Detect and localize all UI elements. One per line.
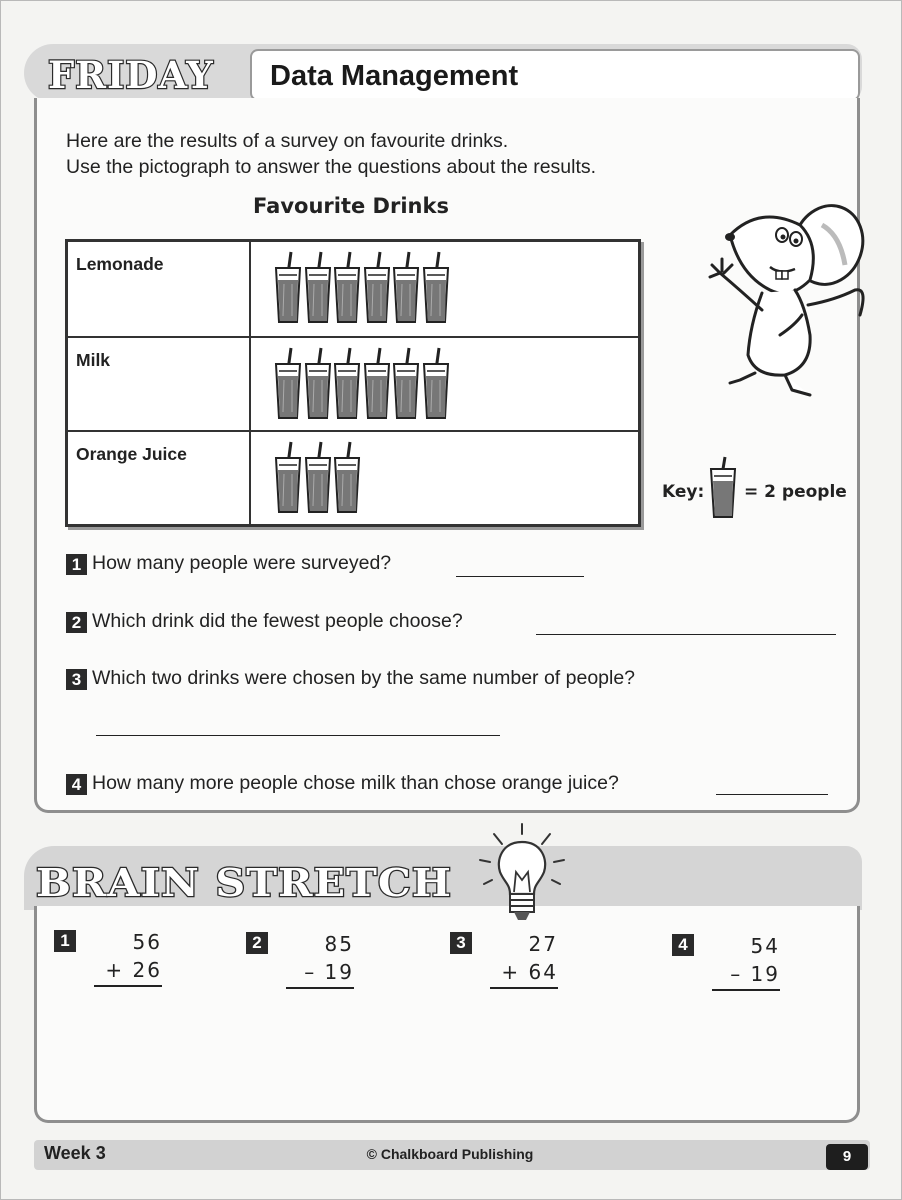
cup-with-straw-icon xyxy=(422,250,450,324)
cup-with-straw-icon xyxy=(274,346,302,420)
question-number: 2 xyxy=(66,612,87,633)
svg-text:FRIDAY: FRIDAY xyxy=(48,53,214,97)
cup-icons-lemonade xyxy=(258,250,628,330)
lightbulb-icon xyxy=(478,822,568,927)
intro-text xyxy=(66,128,766,180)
footer-week: Week 3 xyxy=(44,1143,106,1163)
question-text: Which drink did the fewest people choose? xyxy=(92,610,463,632)
cup-with-straw-icon xyxy=(392,346,420,420)
problem-rule xyxy=(94,985,162,987)
math-problem-2 xyxy=(246,932,396,992)
intro-line-1: Here are the results of a survey on favourite drinks. xyxy=(66,130,509,152)
svg-text:BRAIN STRETCH: BRAIN STRETCH xyxy=(36,860,453,905)
cup-with-straw-icon xyxy=(304,250,332,324)
problem-top-number: 56 xyxy=(132,930,162,954)
mouse-illustration xyxy=(700,195,870,410)
cup-icons-milk xyxy=(258,346,628,426)
problem-number: 4 xyxy=(672,934,694,956)
question-4 xyxy=(66,772,619,795)
problem-number: 1 xyxy=(54,930,76,952)
page-number: 9 xyxy=(826,1144,868,1170)
cup-with-straw-icon xyxy=(392,250,420,324)
problem-top-number: 85 xyxy=(324,932,354,956)
cup-with-straw-icon xyxy=(304,346,332,420)
key-label: Key: xyxy=(662,482,705,502)
problem-top-number: 54 xyxy=(750,934,780,958)
row-label: Orange Juice xyxy=(76,444,187,464)
pictograph-row-orange-juice xyxy=(68,430,638,526)
problem-rule xyxy=(286,987,354,989)
question-number: 4 xyxy=(66,774,87,795)
answer-line-4[interactable] xyxy=(716,794,828,795)
question-text: How many people were surveyed? xyxy=(92,552,392,574)
cup-with-straw-icon xyxy=(333,440,361,514)
problem-number: 2 xyxy=(246,932,268,954)
cup-with-straw-icon xyxy=(304,440,332,514)
cup-with-straw-icon xyxy=(333,346,361,420)
cup-with-straw-icon xyxy=(333,250,361,324)
answer-line-1[interactable] xyxy=(456,576,584,577)
intro-line-2: Use the pictograph to answer the questions about the results. xyxy=(66,156,597,178)
cup-with-straw-icon xyxy=(274,250,302,324)
question-text: Which two drinks were chosen by the same number of people? xyxy=(92,667,636,689)
cup-with-straw-icon xyxy=(708,455,738,519)
key-value: = 2 people xyxy=(744,482,847,502)
problem-rule xyxy=(490,987,558,989)
pictograph-key xyxy=(662,455,852,525)
page-title: Data Management xyxy=(270,60,519,92)
problem-bottom-number: + 64 xyxy=(501,960,558,984)
row-label: Milk xyxy=(76,350,111,370)
pictograph-row-milk xyxy=(68,336,638,432)
cup-with-straw-icon xyxy=(363,250,391,324)
question-1 xyxy=(66,552,391,575)
problem-number: 3 xyxy=(450,932,472,954)
question-number: 1 xyxy=(66,554,87,575)
cup-icons-orange-juice xyxy=(258,440,628,520)
row-label: Lemonade xyxy=(76,254,164,274)
brain-stretch-title xyxy=(30,852,460,908)
cup-with-straw-icon xyxy=(274,440,302,514)
footer-copyright: © Chalkboard Publishing xyxy=(366,1146,534,1162)
question-text: How many more people chose milk than chose orange juice? xyxy=(92,772,619,794)
pictograph-table xyxy=(65,239,641,527)
math-problem-4 xyxy=(672,934,822,994)
answer-line-2[interactable] xyxy=(536,634,836,635)
question-2 xyxy=(66,610,463,633)
answer-line-3[interactable] xyxy=(96,735,500,736)
problem-rule xyxy=(712,989,780,991)
question-3 xyxy=(66,667,635,690)
math-problem-3 xyxy=(450,932,600,992)
problem-top-number: 27 xyxy=(528,932,558,956)
problem-bottom-number: – 19 xyxy=(730,962,780,986)
problem-bottom-number: – 19 xyxy=(304,960,354,984)
friday-day-banner xyxy=(42,47,262,99)
question-number: 3 xyxy=(66,669,87,690)
problem-bottom-number: + 26 xyxy=(105,958,162,982)
pictograph-row-lemonade xyxy=(68,242,638,336)
cup-with-straw-icon xyxy=(422,346,450,420)
cup-with-straw-icon xyxy=(363,346,391,420)
pictograph-title: Favourite Drinks xyxy=(253,194,449,218)
math-problem-1 xyxy=(54,930,204,990)
